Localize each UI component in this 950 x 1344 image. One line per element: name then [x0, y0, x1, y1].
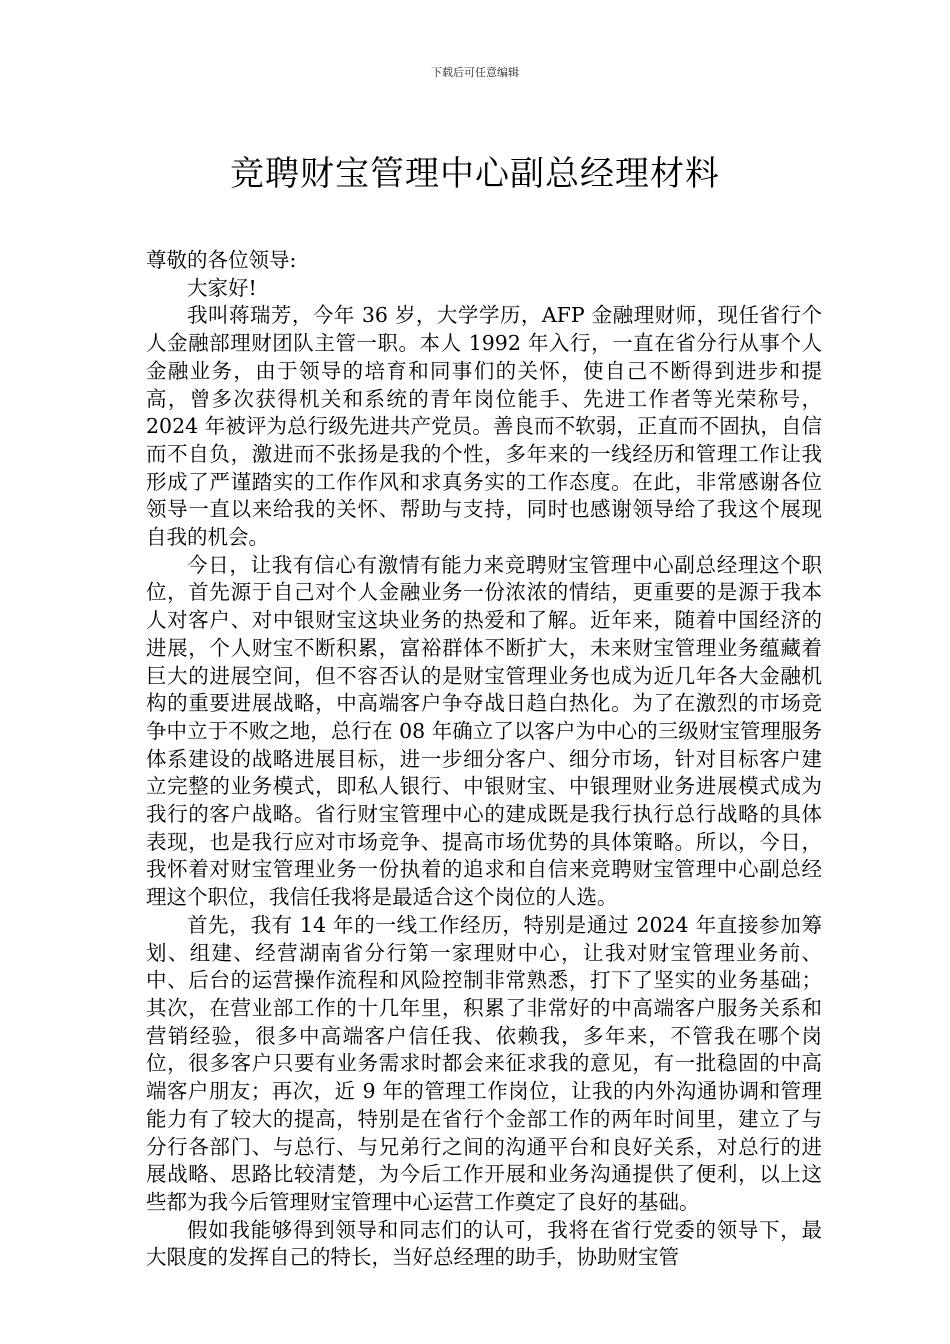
greeting: 大家好! [187, 275, 257, 300]
paragraph-self-introduction: 我叫蒋瑞芳，今年 36 岁，大学学历，AFP 金融理财师，现任省行个人金融部理财团队主管一职。本人 1992 年入行，一直在省分行从事个人金融业务，由于领导的培育和同事们的关怀，使自己不断得到进步和提高，曾多次获得机关和系统的青年岗位能手、先进工作者等光荣称号，2024 年被评为总行级先进共产党员。善良而不软弱，正直而不固执，自信而不自负，激进而不张扬是我的个性，多年来的一线经历和管理工作让我形成了严谨踏实的工作作风和求真务实的工作态度。在此，非常感谢各位领导一直以来给我的关怀、帮助与支持，同时也感谢领导给了我这个展现自我的机会。 [146, 303, 822, 550]
document-body [146, 247, 822, 1272]
paragraph-motivation: 今日，让我有信心有激情有能力来竞聘财宝管理中心副总经理这个职位，首先源于自己对个人金融业务一份浓浓的情结，更重要的是源于我本人对客户、对中银财宝这块业务的热爱和了解。近年来，随着中国经济的进展，个人财宝不断积累，富裕群体不断扩大，未来财宝管理业务蕴藏着巨大的进展空间，但不容否认的是财宝管理业务也成为近几年各大金融机构的重要进展战略，中高端客户争夺战日趋白热化。为了在激烈的市场竞争中立于不败之地，总行在 08 年确立了以客户为中心的三级财宝管理服务体系建设的战略进展目标，进一步细分客户、细分市场，针对目标客户建立完整的业务模式，即私人银行、中银财宝、中银理财业务进展模式成为我行的客户战略。省行财宝管理中心的建成既是我行执行总行战略的具体表现，也是我行应对市场竞争、提高市场优势的具体策略。所以，今日，我怀着对财宝管理业务一份执着的追求和自信来竞聘财宝管理中心副总经理这个职位，我信任我将是最适合这个岗位的人选。 [146, 552, 822, 910]
header-note: 下载后可任意编辑 [431, 66, 519, 79]
paragraph-commitment: 假如我能够得到领导和同志们的认可，我将在省行党委的领导下，最大限度的发挥自己的特长，当好总经理的助手，协助财宝管 [146, 1217, 822, 1270]
paragraph-qualifications: 首先，我有 14 年的一线工作经历，特别是通过 2024 年直接参加筹划、组建、经营湖南省分行第一家理财中心，让我对财宝管理业务前、中、后台的运营操作流程和风险控制非常熟悉，打下了坚实的业务基础；其次，在营业部工作的十几年里，积累了非常好的中高端客户服务关系和营销经验，很多中高端客户信任我、依赖我，多年来，不管我在哪个岗位，很多客户只要有业务需求时都会来征求我的意见，有一批稳固的中高端客户朋友；再次，近 9 年的管理工作岗位，让我的内外沟通协调和管理能力有了较大的提高，特别是在省行个金部工作的两年时间里，建立了与分行各部门、与总行、与兄弟行之间的沟通平台和良好关系，对总行的进展战略、思路比较清楚，为今后工作开展和业务沟通提供了便利，以上这些都为我今后管理财宝管理中心运营工作奠定了良好的基础。 [146, 912, 822, 1214]
document-title: 竞聘财宝管理中心副总经理材料 [230, 154, 720, 194]
salutation: 尊敬的各位领导: [146, 248, 297, 272]
